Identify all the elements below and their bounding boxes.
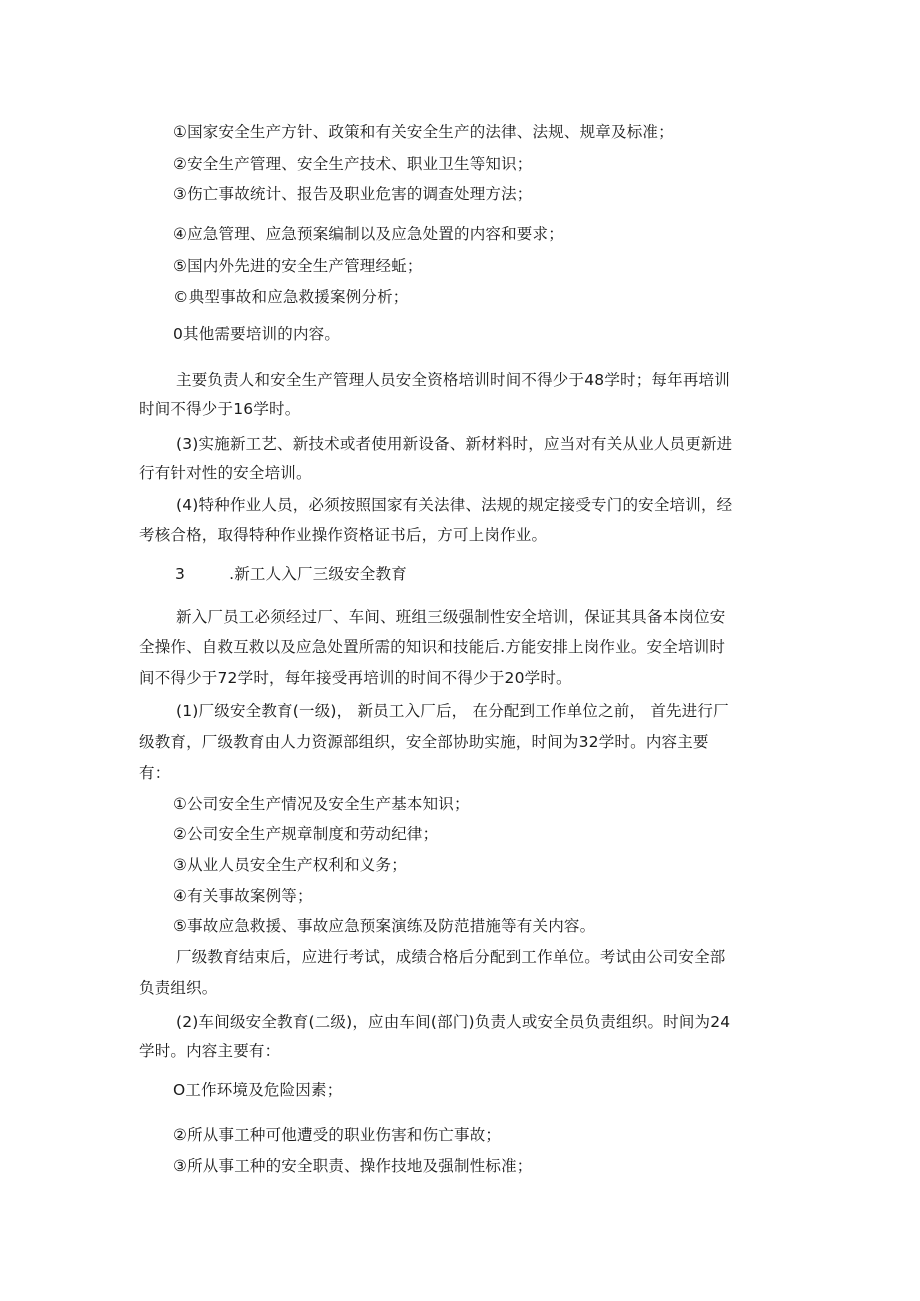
factory-item-4: ④有关事故案例等；: [173, 887, 313, 905]
paragraph-factory-level-line3: 有：: [139, 764, 171, 782]
paragraph-new-process-line1: (3)实施新工艺、新技术或者使用新设备、新材料时，应当对有关从业人员更新进: [176, 435, 733, 453]
item-3-accident-statistics: ③伤亡事故统计、报告及职业危害的调查处理方法；: [173, 185, 533, 203]
workshop-item-3: ③所从事工种的安全职责、操作技地及强制性标准；: [173, 1157, 533, 1175]
paragraph-factory-exam-line2: 负责组织。: [139, 979, 218, 997]
factory-item-5: ⑤事故应急救援、事故应急预案演练及防范措施等有关内容。: [173, 917, 596, 935]
section-heading: [175, 563, 407, 585]
paragraph-qualification-hours-line1: 主要负责人和安全生产管理人员安全资格培训时间不得少于48学时；每年再培训: [176, 371, 730, 389]
factory-item-1: ①公司安全生产情况及安全生产基本知识；: [173, 795, 470, 813]
item-7-other-content: 0其他需要培训的内容。: [173, 325, 341, 343]
paragraph-special-operators-line1: (4)特种作业人员，必须按照国家有关法律、法规的规定接受专门的安全培训，经: [176, 496, 733, 514]
item-1-national-policy: ①国家安全生产方针、政策和有关安全生产的法律、法规、规章及标准；: [173, 123, 674, 141]
paragraph-three-level-training-line2: 全操作、自救互救以及应急处置所需的知识和技能后.方能安排上岗作业。安全培训时: [139, 638, 726, 656]
paragraph-workshop-level-line2: 学时。内容主要有：: [139, 1042, 281, 1060]
paragraph-factory-exam-line1: 厂级教育结束后，应进行考试，成绩合格后分配到工作单位。考试由公司安全部: [176, 948, 726, 966]
paragraph-workshop-level-line1: (2)车间级安全教育(二级)，应由车间(部门)负责人或安全员负责组织。时间为24: [176, 1013, 731, 1031]
paragraph-three-level-training-line1: 新入厂员工必须经过厂、车间、班组三级强制性安全培训，保证其具备本岗位安: [176, 608, 726, 626]
paragraph-qualification-hours-line2: 时间不得少于16学时。: [139, 400, 301, 418]
paragraph-factory-level-line2: 级教育，厂级教育由人力资源部组织，安全部协助实施，时间为32学时。内容主要: [139, 733, 709, 751]
paragraph-new-process-line2: 行有针对性的安全培训。: [139, 464, 312, 482]
paragraph-factory-level-line1: (1)厂级安全教育(一级)， 新员工入厂后， 在分配到工作单位之前， 首先进行厂: [176, 702, 729, 720]
section-title: .新工人入厂三级安全教育: [229, 565, 407, 583]
paragraph-three-level-training-line3: 间不得少于72学时，每年接受再培训的时间不得少于20学时。: [139, 669, 572, 687]
item-4-emergency-management: ④应急管理、应急预案编制以及应急处置的内容和要求；: [173, 225, 564, 243]
workshop-item-1: O工作环境及危险因素；: [173, 1081, 343, 1099]
item-5-advanced-experience: ⑤国内外先进的安全生产管理经蚯；: [173, 257, 423, 275]
workshop-item-2: ②所从事工种可他遭受的职业伤害和伤亡事故；: [173, 1126, 502, 1144]
item-6-case-analysis: ©典型事故和应急救援案例分析；: [173, 288, 409, 306]
factory-item-3: ③从业人员安全生产权利和义务；: [173, 856, 407, 874]
paragraph-special-operators-line2: 考核合格，取得特种作业操作资格证书后，方可上岗作业。: [139, 526, 548, 544]
section-number: 3: [175, 565, 186, 583]
factory-item-2: ②公司安全生产规章制度和劳动纪律；: [173, 825, 439, 843]
item-2-management-knowledge: ②安全生产管理、安全生产技术、职业卫生等知识；: [173, 155, 533, 173]
